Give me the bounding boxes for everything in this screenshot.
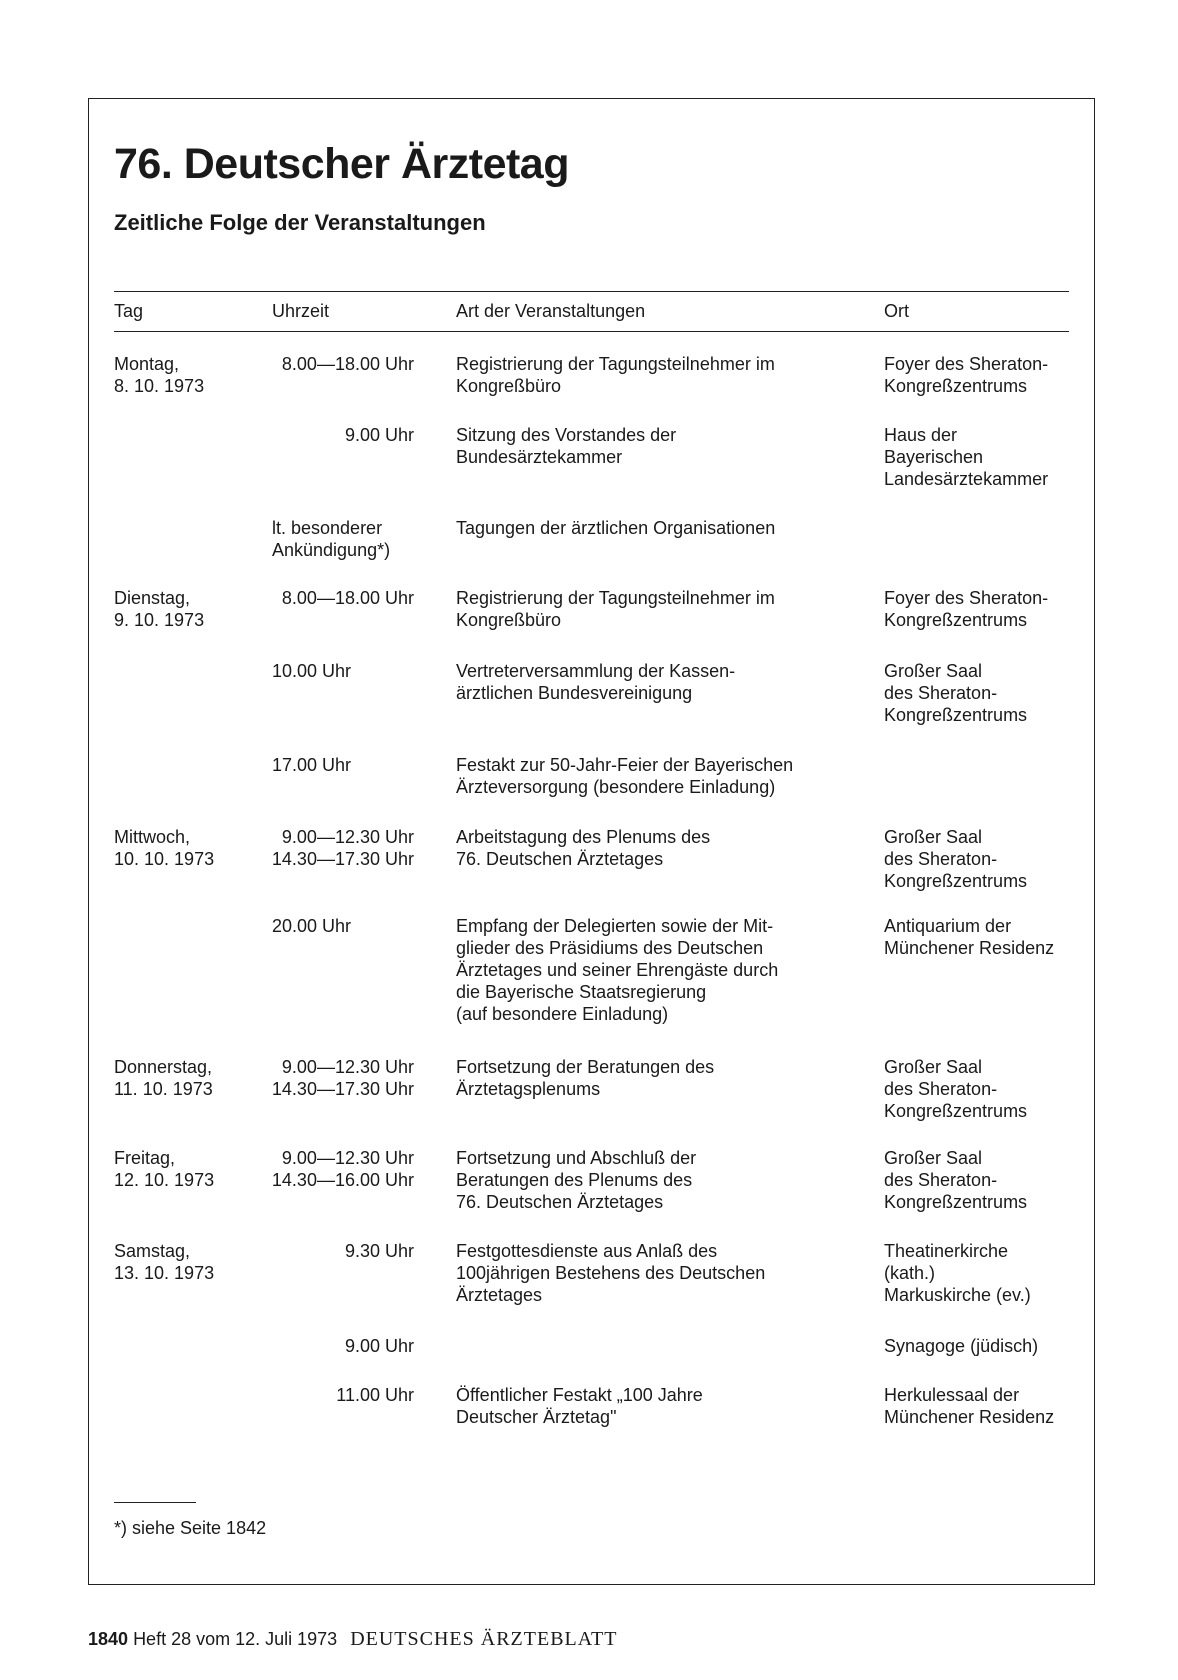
row-time: 9.30 Uhr [344,1241,414,1261]
row-event: Fortsetzung der Beratungen des Ärztetagsplenums [456,1057,715,1099]
row-event: Festakt zur 50-Jahr-Feier der Bayerischen Ärzteversorgung (besondere Einladung) [456,755,794,797]
row-time: lt. besonderer Ankündigung*) [272,518,391,560]
row-time: 17.00 Uhr [272,755,352,775]
row-event: Empfang der Delegierten sowie der Mit- glieder des Präsidiums des Deutschen Ärztetages und seiner Ehrengäste durch die Bayerische Staatsregierung (auf besondere Einladung) [456,916,779,1024]
row-location: Haus der Bayerischen Landesärztekammer [884,425,1049,489]
row-time: 9.00 Uhr [344,425,414,445]
row-location: Foyer des Sheraton- Kongreßzentrums [884,354,1049,396]
column-header-tag: Tag [114,301,144,321]
row-time: 8.00—18.00 Uhr [281,588,414,608]
row-event: Tagungen der ärztlichen Organisationen [456,518,776,538]
row-time: 9.00—12.30 Uhr 14.30—17.30 Uhr [271,1057,414,1099]
row-event: Festgottesdienste aus Anlaß des 100jährigen Bestehens des Deutschen Ärztetages [456,1241,766,1305]
page-subtitle: Zeitliche Folge der Veranstaltungen [114,210,486,235]
row-location: Synagoge (jüdisch) [884,1336,1039,1356]
page-number: 1840 [88,1629,129,1649]
page-footer [88,1628,617,1651]
row-location: Theatinerkirche (kath.) Markuskirche (ev.) [884,1241,1031,1305]
table-top-rule [114,291,1069,292]
row-event: Fortsetzung und Abschluß der Beratungen des Plenums des 76. Deutschen Ärztetages [456,1148,697,1212]
row-time: 11.00 Uhr [336,1385,414,1405]
row-event: Sitzung des Vorstandes der Bundesärztekammer [456,425,677,467]
row-event: Arbeitstagung des Plenums des 76. Deutschen Ärztetages [456,827,711,869]
row-time: 8.00—18.00 Uhr [281,354,414,374]
row-event: Öffentlicher Festakt „100 Jahre Deutscher Ärztetag" [456,1385,703,1427]
row-day: Montag, 8. 10. 1973 [114,354,205,396]
row-day: Dienstag, 9. 10. 1973 [114,588,205,630]
column-header-uhrzeit: Uhrzeit [272,301,330,321]
column-header-ort: Ort [884,301,909,321]
row-location: Antiquarium der Münchener Residenz [884,916,1055,958]
page-title: 76. Deutscher Ärztetag [114,140,569,188]
row-location: Foyer des Sheraton- Kongreßzentrums [884,588,1049,630]
column-header-art: Art der Veranstaltungen [456,301,646,321]
issue-info: Heft 28 vom 12. Juli 1973 [133,1629,338,1649]
row-time: 9.00 Uhr [344,1336,414,1356]
row-day: Donnerstag, 11. 10. 1973 [114,1057,213,1099]
row-location: Großer Saal des Sheraton- Kongreßzentrums [884,827,1028,891]
row-location: Großer Saal des Sheraton- Kongreßzentrums [884,1148,1028,1212]
row-event: Registrierung der Tagungsteilnehmer im Kongreßbüro [456,588,775,630]
row-event: Vertreterversammlung der Kassen- ärztlichen Bundesvereinigung [456,661,736,703]
footnote: *) siehe Seite 1842 [114,1518,267,1538]
row-event: Registrierung der Tagungsteilnehmer im Kongreßbüro [456,354,775,396]
footnote-rule [114,1502,196,1503]
row-location: Großer Saal des Sheraton- Kongreßzentrums [884,1057,1028,1121]
row-day: Mittwoch, 10. 10. 1973 [114,827,215,869]
row-day: Samstag, 13. 10. 1973 [114,1241,215,1283]
row-time: 20.00 Uhr [272,916,352,936]
row-time: 10.00 Uhr [272,661,352,681]
table-header-rule [114,331,1069,332]
row-location: Herkulessaal der Münchener Residenz [884,1385,1055,1427]
row-day: Freitag, 12. 10. 1973 [114,1148,215,1190]
row-location: Großer Saal des Sheraton- Kongreßzentrums [884,661,1028,725]
row-time: 9.00—12.30 Uhr 14.30—16.00 Uhr [271,1148,414,1190]
magazine-name: DEUTSCHES ÄRZTEBLATT [350,1628,618,1650]
row-time: 9.00—12.30 Uhr 14.30—17.30 Uhr [271,827,414,869]
